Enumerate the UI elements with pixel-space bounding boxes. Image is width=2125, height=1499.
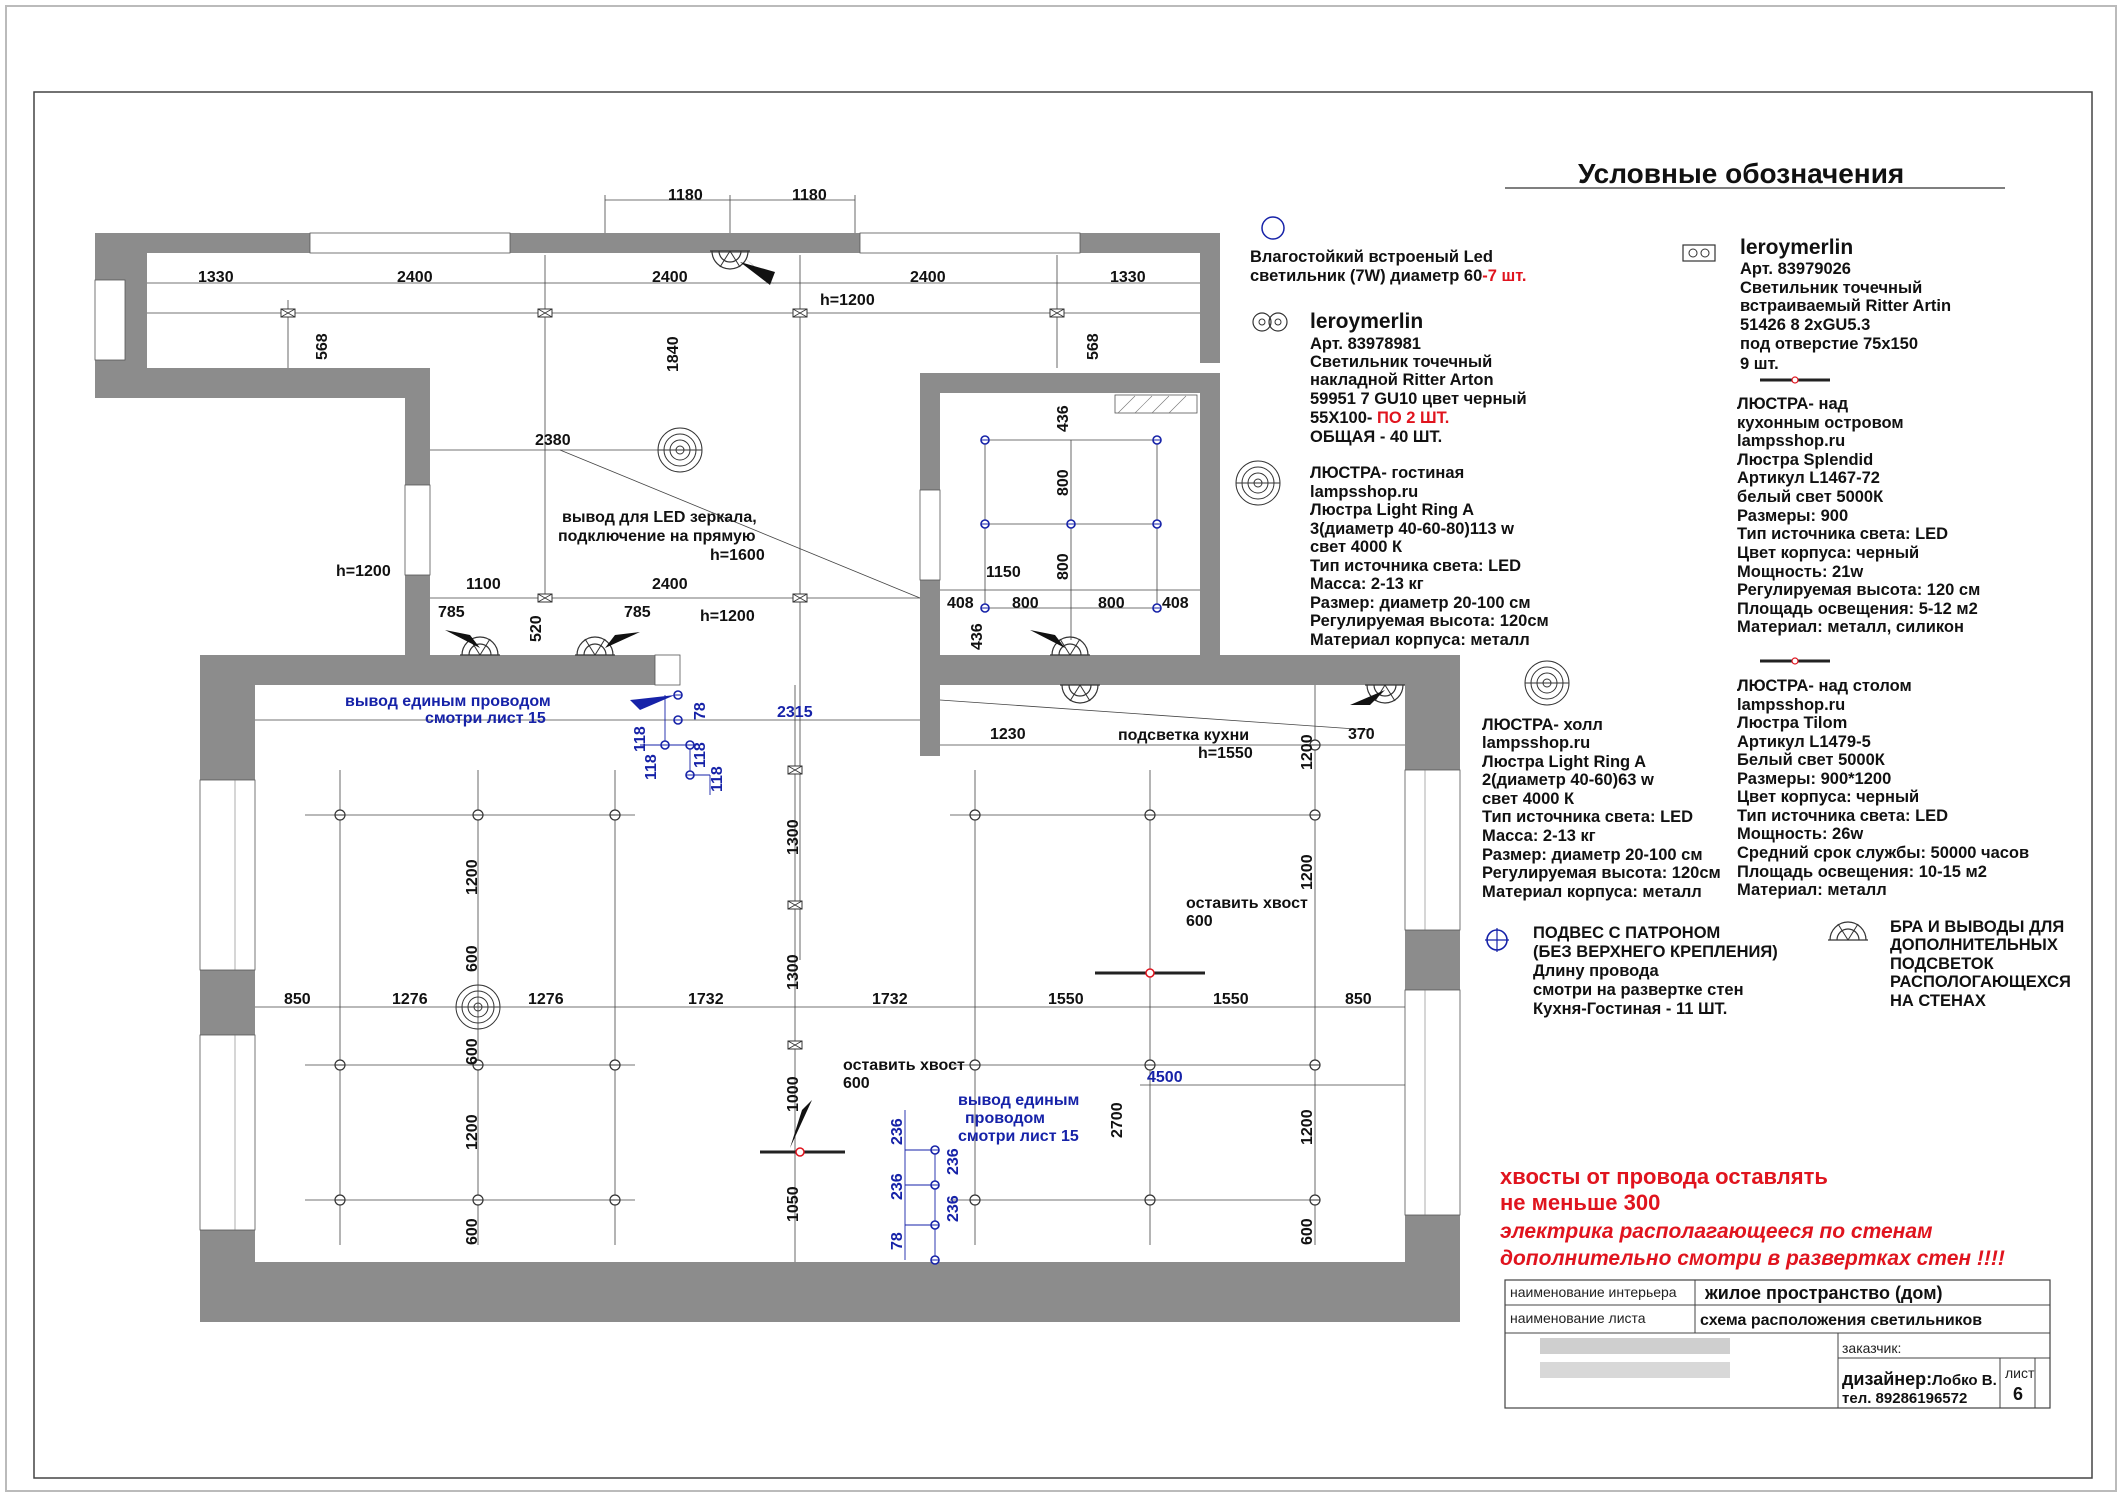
legend-5-line8: Тип источника света: LED xyxy=(1737,525,1949,543)
legend-4-line8: Размер: диаметр 20-100 см xyxy=(1310,594,1531,612)
note-walls-1: электрика располагающееся по стенам xyxy=(1500,1220,1933,1243)
dim-r600: 600 xyxy=(1299,1218,1316,1245)
blue-note-1-line2: смотри лист 15 xyxy=(425,710,546,727)
legend-4-line4: 3(диаметр 40-60-80)113 w xyxy=(1310,520,1514,538)
dim-1276-b: 1276 xyxy=(528,991,564,1008)
red-notes xyxy=(1500,1164,2005,1270)
legend-4-line1: ЛЮСТРА- гостиная xyxy=(1310,464,1465,482)
mirror-note-2: подключение на прямую xyxy=(558,528,756,545)
legend-5-line10: Мощность: 21w xyxy=(1737,563,1864,581)
dim-2400-d: 2400 xyxy=(652,576,688,593)
legend-3-brand: leroymerlin xyxy=(1740,236,1854,259)
dim-1180-b: 1180 xyxy=(792,187,827,204)
blue-note-2-line2: проводом xyxy=(965,1110,1045,1127)
legend-6-line3: Люстра Tilom xyxy=(1737,714,1848,732)
dim-1200-k: 1200 xyxy=(1299,734,1316,770)
dim-c1000: 1000 xyxy=(785,1076,802,1112)
legend-8-red3: Кухня-Гостиная - 11 ШТ. xyxy=(1533,1000,1728,1018)
dim-1100: 1100 xyxy=(466,576,501,593)
legend-5-line11: Регулируемая высота: 120 см xyxy=(1737,581,1981,599)
legend-7-line4: 2(диаметр 40-60)63 w xyxy=(1482,771,1654,789)
dim-2400-c: 2400 xyxy=(910,269,946,286)
legend-7-line10: Материал корпуса: металл xyxy=(1482,883,1702,901)
legend-6-line7: Цвет корпуса: черный xyxy=(1737,788,1920,806)
dim-1840: 1840 xyxy=(665,336,682,372)
legend-6-line10: Средний срок службы: 50000 часов xyxy=(1737,844,2030,862)
pendant-socket-icon xyxy=(1485,928,1509,952)
dim-l600-b: 600 xyxy=(464,1038,481,1065)
dim-1732-b: 1732 xyxy=(872,991,908,1008)
dim-785-a: 785 xyxy=(438,604,465,621)
tail-note-2-value: 600 xyxy=(843,1075,870,1092)
hall-chandelier-icon xyxy=(1525,661,1569,705)
legend-8-red2: смотри на развертке стен xyxy=(1533,981,1744,999)
legend-2-brand: leroymerlin xyxy=(1310,310,1424,333)
blue-dim-236-d: 236 xyxy=(945,1195,962,1222)
blue-dim-2315: 2315 xyxy=(777,704,813,721)
dim-r1200-b: 1200 xyxy=(1299,1109,1316,1145)
legend-4-line3: Люстра Light Ring A xyxy=(1310,501,1474,519)
dim-2380: 2380 xyxy=(535,432,571,449)
blue-dim-236-c: 236 xyxy=(889,1173,906,1200)
legend-4-line7: Масса: 2-13 кг xyxy=(1310,575,1424,593)
dim-850-b: 850 xyxy=(1345,991,1372,1008)
tb-designer: дизайнер:Лобко В. xyxy=(1842,1369,1997,1389)
legend-7-line2: lampsshop.ru xyxy=(1482,734,1591,752)
blue-dim-78: 78 xyxy=(692,702,709,720)
tb-sheet-no-label: лист xyxy=(2005,1365,2035,1381)
double-square-spot-icon xyxy=(1683,245,1715,261)
dim-k1150: 1150 xyxy=(986,564,1021,581)
legend-3-line1: Арт. 83979026 xyxy=(1740,260,1851,278)
legend-6-line11: Площадь освещения: 10-15 м2 xyxy=(1737,863,1987,881)
legend-4-line2: lampsshop.ru xyxy=(1310,483,1419,501)
legend-6-line1: ЛЮСТРА- над столом xyxy=(1737,677,1912,695)
dim-785-b: 785 xyxy=(624,604,651,621)
tb-phone: тел. 89286196572 xyxy=(1842,1390,1968,1407)
dim-k408-b: 408 xyxy=(1162,595,1189,612)
blue-dim-78-b: 78 xyxy=(889,1232,906,1250)
floor-plan xyxy=(95,195,1460,1322)
note-tails-1: хвосты от провода оставлять xyxy=(1500,1164,1828,1189)
legend xyxy=(1236,158,2071,1018)
height-label-3: h=1200 xyxy=(700,608,755,625)
tail-note-1-value: 600 xyxy=(1186,913,1213,930)
legend-2-line5: 55X100- ПО 2 ШТ. xyxy=(1310,409,1450,427)
sconce-icon xyxy=(1828,922,1868,940)
title-block xyxy=(1505,1280,2050,1408)
legend-2-line4: 59951 7 GU10 цвет черный xyxy=(1310,390,1527,408)
tail-note-1: оставить хвост xyxy=(1186,895,1308,912)
dim-2400-b: 2400 xyxy=(652,269,688,286)
legend-2-red: ОБЩАЯ - 40 ШТ. xyxy=(1310,428,1443,446)
legend-8-line2: (БЕЗ ВЕРХНЕГО КРЕПЛЕНИЯ) xyxy=(1533,943,1778,961)
dim-4500: 4500 xyxy=(1147,1069,1183,1086)
legend-2-line2: Светильник точечный xyxy=(1310,353,1493,371)
chandelier-icon xyxy=(1236,461,1280,505)
legend-5-line3: lampsshop.ru xyxy=(1737,432,1846,450)
legend-5-line13: Материал: металл, силикон xyxy=(1737,618,1964,636)
dim-850-a: 850 xyxy=(284,991,311,1008)
dim-1550-b: 1550 xyxy=(1213,991,1249,1008)
height-label-2: h=1200 xyxy=(336,563,391,580)
legend-3-line4: 51426 8 2xGU5.3 xyxy=(1740,316,1871,334)
legend-3-line2: Светильник точечный xyxy=(1740,279,1923,297)
dim-1732-a: 1732 xyxy=(688,991,724,1008)
dim-568-b: 568 xyxy=(1085,333,1102,360)
legend-5-line4: Люстра Splendid xyxy=(1737,451,1874,469)
dim-520: 520 xyxy=(528,615,545,642)
dim-1230: 1230 xyxy=(990,726,1026,743)
legend-7-line5: свет 4000 К xyxy=(1482,790,1575,808)
legend-5-line6: белый свет 5000К xyxy=(1737,488,1884,506)
legend-5-line1: ЛЮСТРА- над xyxy=(1737,395,1849,413)
legend-4-line10: Материал корпуса: металл xyxy=(1310,631,1530,649)
redacted-block-2 xyxy=(1540,1362,1730,1378)
legend-7-line7: Масса: 2-13 кг xyxy=(1482,827,1596,845)
legend-7-line8: Размер: диаметр 20-100 см xyxy=(1482,846,1703,864)
dim-k800-b: 800 xyxy=(1055,553,1072,580)
legend-3-line5: под отверстие 75x150 xyxy=(1740,335,1919,353)
legend-7-line6: Тип источника света: LED xyxy=(1482,808,1694,826)
legend-7-line3: Люстра Light Ring A xyxy=(1482,753,1646,771)
dim-2700: 2700 xyxy=(1109,1102,1126,1138)
legend-3-line3: встраиваемый Ritter Artin xyxy=(1740,297,1952,315)
dim-k408-a: 408 xyxy=(947,595,974,612)
legend-6-line12: Материал: металл xyxy=(1737,881,1887,899)
legend-8-line1: ПОДВЕС С ПАТРОНОМ xyxy=(1533,924,1721,942)
blue-dim-118-b: 118 xyxy=(643,754,660,780)
blue-dim-236-a: 236 xyxy=(889,1118,906,1145)
dim-2400-a: 2400 xyxy=(397,269,433,286)
legend-5-line12: Площадь освещения: 5-12 м2 xyxy=(1737,600,1978,618)
dim-l600-a: 600 xyxy=(464,945,481,972)
kitchen-light-note: подсветка кухни xyxy=(1118,727,1250,744)
legend-6-line5: Белый свет 5000К xyxy=(1737,751,1885,769)
dim-k800-c: 800 xyxy=(1012,595,1039,612)
dim-c1300-b: 1300 xyxy=(785,954,802,990)
plan-dimensions xyxy=(198,187,1375,1250)
dim-370: 370 xyxy=(1348,726,1375,743)
legend-6-line8: Тип источника света: LED xyxy=(1737,807,1949,825)
legend-9-line1: БРА И ВЫВОДЫ ДЛЯ xyxy=(1890,918,2065,936)
legend-4-line5: свет 4000 К xyxy=(1310,538,1403,556)
blue-note-1-line1: вывод единым проводом xyxy=(345,693,551,710)
legend-9-line2: ДОПОЛНИТЕЛЬНЫХ xyxy=(1890,936,2058,954)
blue-dim-118-a: 118 xyxy=(632,726,649,752)
note-tails-2: не меньше 300 xyxy=(1500,1190,1661,1215)
legend-4-line6: Тип источника света: LED xyxy=(1310,557,1522,575)
dim-k436-a: 436 xyxy=(1055,405,1072,432)
dim-l600-c: 600 xyxy=(464,1218,481,1245)
mirror-note-1: вывод для LED зеркала, xyxy=(562,509,757,526)
dim-1330-b: 1330 xyxy=(1110,269,1146,286)
legend-6-line2: lampsshop.ru xyxy=(1737,696,1846,714)
tb-client-label: заказчик: xyxy=(1842,1340,1902,1356)
tb-sheet-label: наименование листа xyxy=(1510,1310,1646,1326)
legend-2-line1: Арт. 83978981 xyxy=(1310,335,1421,353)
legend-6-line4: Артикул L1479-5 xyxy=(1737,733,1871,751)
dim-k800-a: 800 xyxy=(1055,469,1072,496)
legend-6-line9: Мощность: 26w xyxy=(1737,825,1864,843)
legend-9-line4: РАСПОЛОГАЮЩЕХСЯ xyxy=(1890,973,2071,991)
legend-title: Условные обозначения xyxy=(1578,158,1905,189)
legend-5-line9: Цвет корпуса: черный xyxy=(1737,544,1920,562)
legend-3-red: 9 шт. xyxy=(1740,355,1779,373)
dim-c1300-a: 1300 xyxy=(785,819,802,855)
kitchen-light-height: h=1550 xyxy=(1198,745,1253,762)
tail-note-2: оставить хвост xyxy=(843,1057,965,1074)
tb-sheet-value: схема расположения светильников xyxy=(1700,1312,1983,1329)
legend-9-line5: НА СТЕНАХ xyxy=(1890,992,1986,1010)
dim-1550-a: 1550 xyxy=(1048,991,1084,1008)
tb-sheet-no: 6 xyxy=(2013,1384,2024,1404)
legend-8-red1: Длину провода xyxy=(1533,962,1659,980)
blue-note-2-line1: вывод единым xyxy=(958,1092,1080,1109)
legend-9-line3: ПОДСВЕТОК xyxy=(1890,955,1994,973)
dim-1180-a: 1180 xyxy=(668,187,703,204)
dim-k800-d: 800 xyxy=(1098,595,1125,612)
blue-note-2-line3: смотри лист 15 xyxy=(958,1128,1079,1145)
tb-interior-value: жилое пространство (дом) xyxy=(1705,1283,1943,1303)
legend-5-line2: кухонным островом xyxy=(1737,414,1904,432)
dim-r1200-a: 1200 xyxy=(1299,854,1316,890)
dim-c1050: 1050 xyxy=(785,1186,802,1222)
legend-5-line7: Размеры: 900 xyxy=(1737,507,1849,525)
legend-7-line9: Регулируемая высота: 120см xyxy=(1482,864,1721,882)
mirror-note-3: h=1600 xyxy=(710,547,765,564)
blue-dim-236-b: 236 xyxy=(945,1148,962,1175)
legend-4-line9: Регулируемая высота: 120см xyxy=(1310,612,1549,630)
double-spot-icon xyxy=(1253,313,1287,331)
legend-6-line6: Размеры: 900*1200 xyxy=(1737,770,1892,788)
dim-k436-b: 436 xyxy=(969,623,986,650)
height-label-1: h=1200 xyxy=(820,292,875,309)
blue-dim-118-d: 118 xyxy=(709,766,726,792)
led-spot-icon xyxy=(1262,217,1284,239)
legend-5-line5: Артикул L1467-72 xyxy=(1737,469,1880,487)
legend-7-line1: ЛЮСТРА- холл xyxy=(1482,716,1603,734)
legend-2-line3: накладной Ritter Arton xyxy=(1310,371,1494,389)
note-walls-2: дополнительно смотри в развертках стен !!!! xyxy=(1500,1247,2005,1270)
dim-l1200-b: 1200 xyxy=(464,1114,481,1150)
dim-1330-a: 1330 xyxy=(198,269,234,286)
dim-568-a: 568 xyxy=(314,333,331,360)
legend-1-line2: светильник (7W) диаметр 60-7 шт. xyxy=(1250,267,1527,285)
blue-dim-118-c: 118 xyxy=(692,742,709,768)
redacted-block-1 xyxy=(1540,1338,1730,1354)
tb-interior-label: наименование интерьера xyxy=(1510,1284,1677,1300)
legend-1-line1: Влагостойкий встроеный Led xyxy=(1250,248,1493,266)
dim-1276-a: 1276 xyxy=(392,991,428,1008)
dim-l1200-a: 1200 xyxy=(464,859,481,895)
